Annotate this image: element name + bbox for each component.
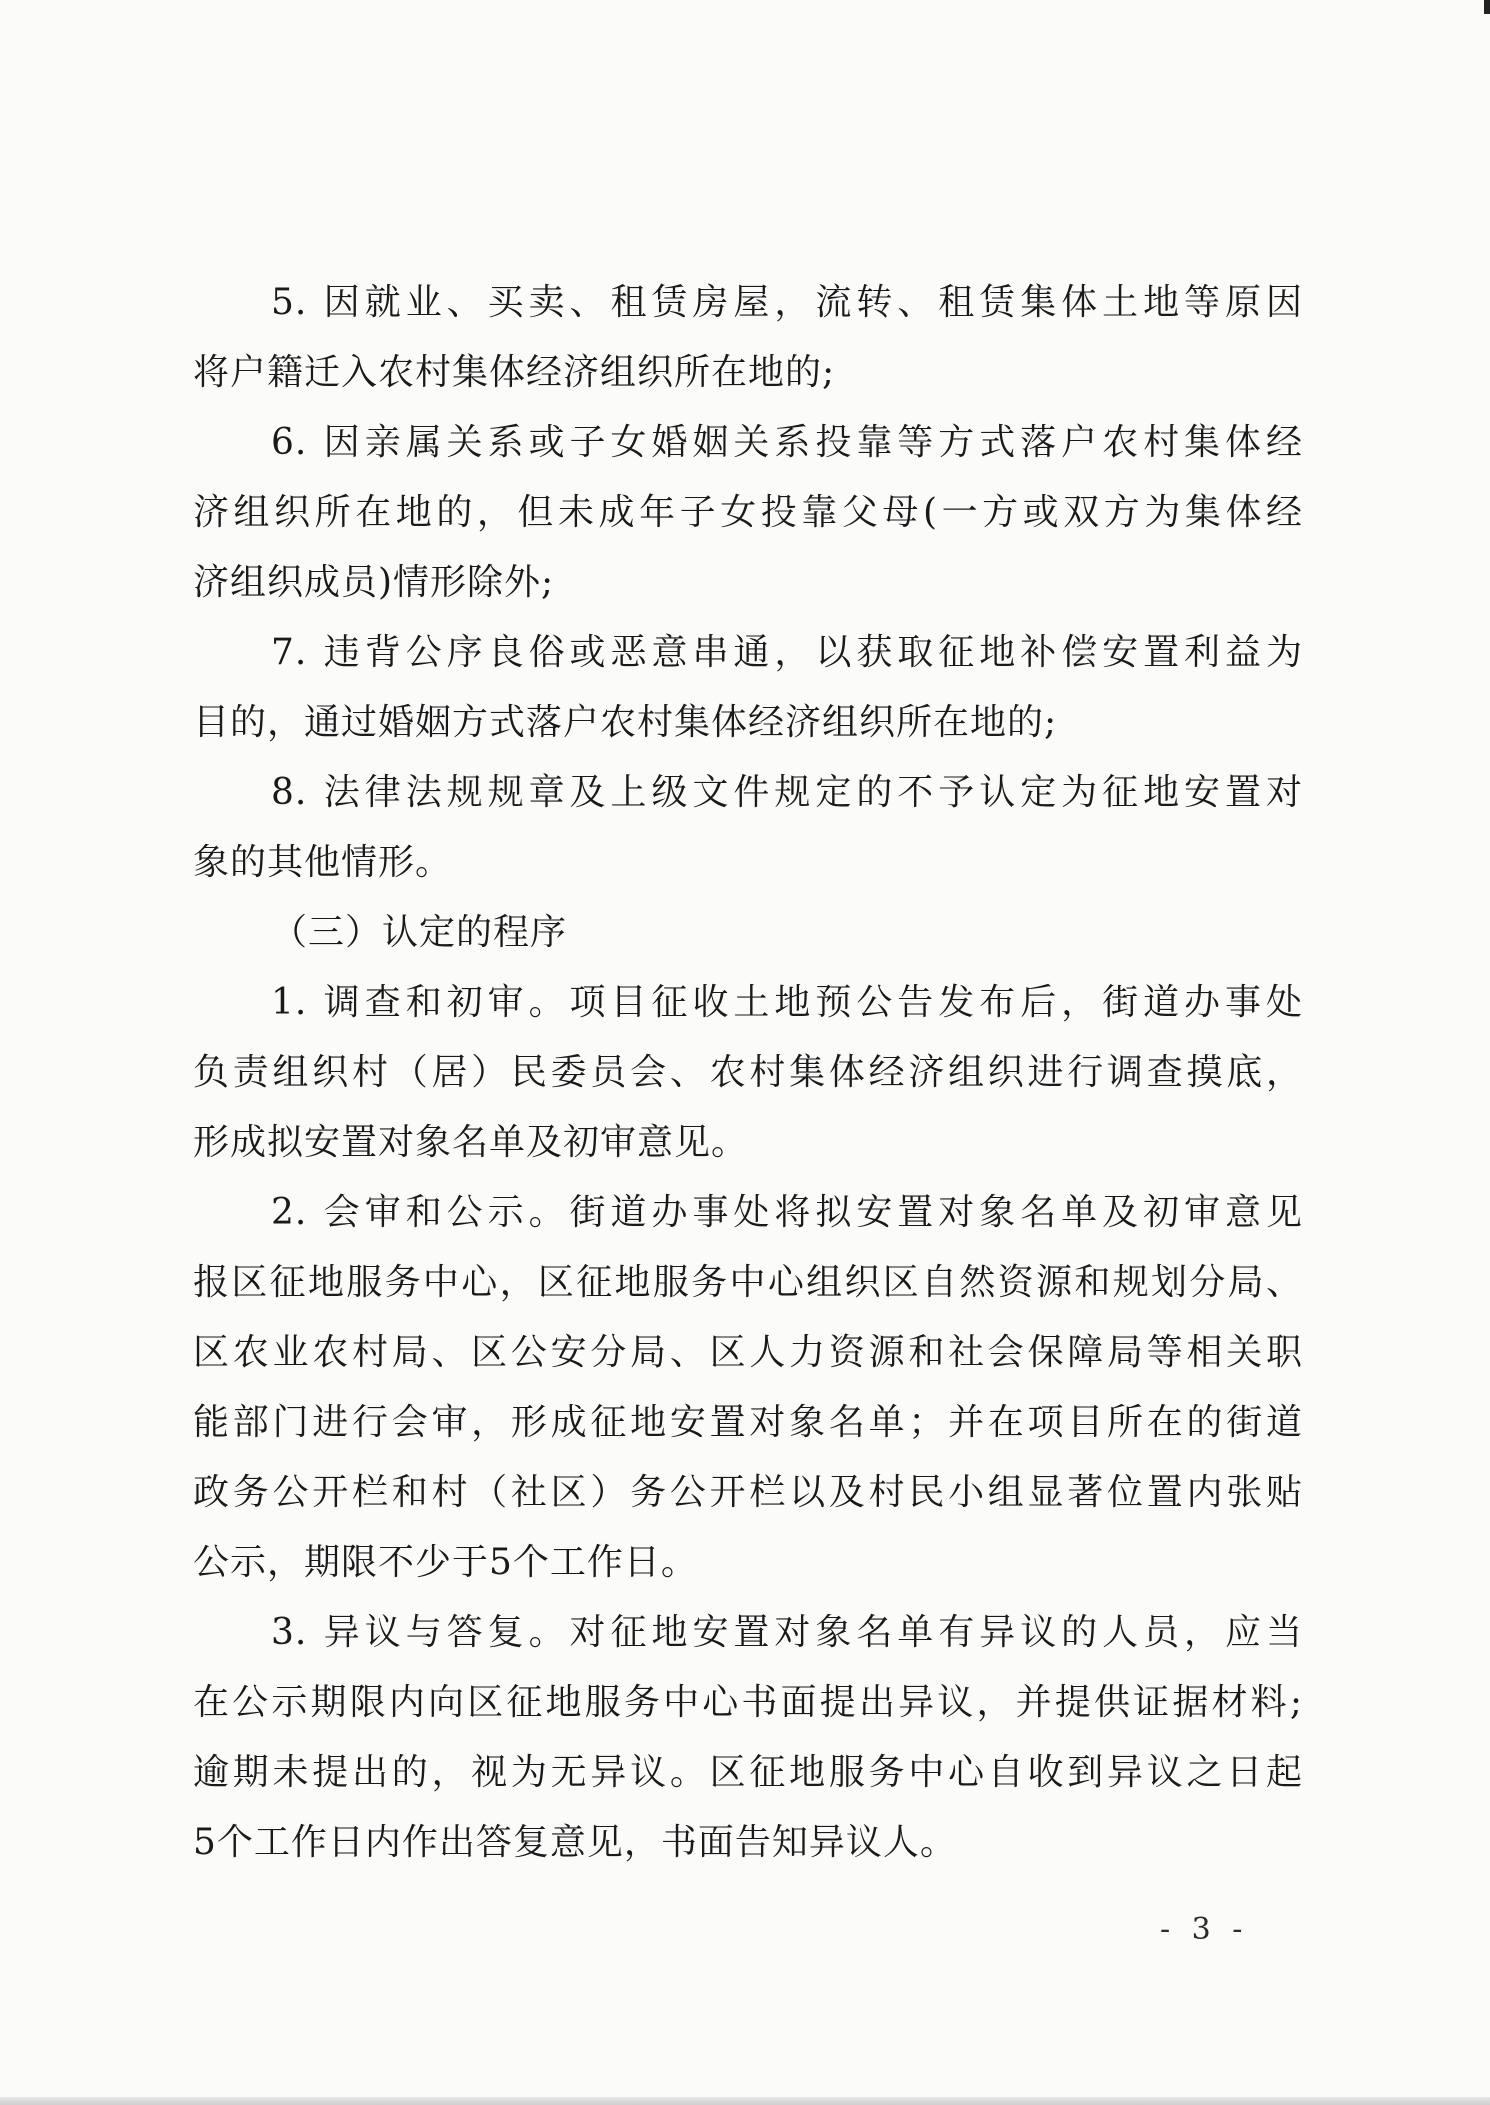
text-line: 能部门进行会审，形成征地安置对象名单；并在项目所在的街道 — [193, 1402, 1303, 1443]
text-line: 逾期未提出的，视为无异议。区征地服务中心自收到异议之日起 — [193, 1752, 1303, 1793]
paragraph-item-8 — [193, 758, 1303, 898]
text-line: 7. 违背公序良俗或恶意串通，以获取征地补偿安置利益为 — [271, 632, 1303, 673]
text-line: 象的其他情形。 — [193, 842, 453, 883]
text-line: 报区征地服务中心，区征地服务中心组织区自然资源和规划分局、 — [193, 1262, 1303, 1303]
paragraph-item-5 — [193, 268, 1303, 408]
text-line: 2. 会审和公示。街道办事处将拟安置对象名单及初审意见 — [271, 1192, 1303, 1233]
text-line: 济组织成员)情形除外; — [193, 562, 555, 603]
text-line: 8. 法律法规规章及上级文件规定的不予认定为征地安置对 — [271, 772, 1303, 813]
text-line: 负责组织村（居）民委员会、农村集体经济组织进行调查摸底， — [193, 1052, 1303, 1093]
section-heading: （三）认定的程序 — [271, 912, 568, 953]
text-line: 公示，期限不少于5个工作日。 — [193, 1542, 698, 1583]
paragraph-step-1 — [193, 968, 1303, 1178]
text-line: 区农业农村局、区公安分局、区人力资源和社会保障局等相关职 — [193, 1332, 1303, 1373]
paragraph-step-3 — [193, 1598, 1303, 1878]
text-line: 形成拟安置对象名单及初审意见。 — [193, 1122, 749, 1163]
text-line: 5个工作日内作出答复意见，书面告知异议人。 — [193, 1822, 957, 1863]
text-line: 5. 因就业、买卖、租赁房屋，流转、租赁集体土地等原因 — [271, 282, 1303, 323]
page-number: - 3 - — [1160, 1912, 1249, 1947]
text-line: 在公示期限内向区征地服务中心书面提出异议，并提供证据材料; — [193, 1682, 1303, 1723]
paragraph-step-2 — [193, 1178, 1303, 1598]
text-line: 济组织所在地的，但未成年子女投靠父母(一方或双方为集体经 — [193, 492, 1303, 533]
text-line: 政务公开栏和村（社区）务公开栏以及村民小组显著位置内张贴 — [193, 1472, 1303, 1513]
document-body — [193, 268, 1303, 1878]
text-line: 6. 因亲属关系或子女婚姻关系投靠等方式落户农村集体经 — [271, 422, 1303, 463]
scan-mark — [1484, 0, 1490, 14]
text-line: 3. 异议与答复。对征地安置对象名单有异议的人员，应当 — [271, 1612, 1303, 1653]
text-line: 1. 调查和初审。项目征收土地预公告发布后，街道办事处 — [271, 982, 1303, 1023]
paragraph-item-7 — [193, 618, 1303, 758]
paragraph-item-6 — [193, 408, 1303, 618]
scan-edge — [0, 2097, 1490, 2105]
text-line: 将户籍迁入农村集体经济组织所在地的; — [193, 352, 836, 393]
text-line: 目的，通过婚姻方式落户农村集体经济组织所在地的; — [193, 702, 1058, 743]
